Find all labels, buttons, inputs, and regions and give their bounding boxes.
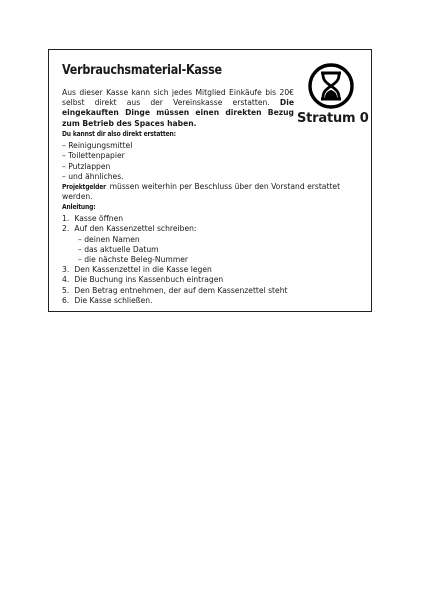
list-item: 2. Auf den Kassenzettel schreiben:: [62, 224, 197, 234]
sub-list-item: – das aktuelle Datum: [78, 244, 159, 254]
project-funds-note: [62, 182, 371, 202]
allowed-heading: Du kannst dir also direkt erstatten:: [62, 129, 176, 138]
list-item: – Toilettenpapier: [62, 151, 125, 161]
intro-text: Aus dieser Kasse kann sich jedes Mitglied Einkäufe bis 20€ selbst direkt aus der Vereinskasse erstatten.: [62, 88, 294, 108]
stratum0-logo: [297, 62, 369, 126]
allowed-section: [62, 129, 201, 182]
list-item: 5. Den Betrag entnehmen, der auf dem Kassenzettel steht: [62, 285, 288, 295]
sub-list-item: – die nächste Beleg-Nummer: [78, 255, 189, 265]
sign-title: Verbrauchsmaterial-Kasse: [62, 63, 222, 78]
project-label: Projektgelder: [62, 182, 106, 191]
instructions-list: [62, 214, 288, 306]
list-item: 4. Die Buchung ins Kassenbuch eintragen: [62, 275, 224, 285]
list-item: – Reinigungsmittel: [62, 141, 133, 151]
cash-box-sign: [48, 49, 372, 312]
intro-paragraph: [62, 88, 294, 129]
list-item: – Putzlappen: [62, 161, 111, 171]
list-item: 1. Kasse öffnen: [62, 214, 124, 224]
list-item: 6. Die Kasse schließen.: [62, 295, 153, 305]
instructions-heading: Anleitung:: [62, 202, 96, 211]
intro-bold-text: Die eingekauften Dinge müssen einen direkten Bezug zum Betrieb des Spaces haben.: [62, 98, 294, 128]
list-item: – und ähnliches.: [62, 171, 124, 181]
allowed-list: [62, 141, 201, 182]
list-item: 3. Den Kassenzettel in die Kasse legen: [62, 265, 212, 275]
sub-list-item: – deinen Namen: [78, 234, 140, 244]
hourglass-logo-icon: [307, 62, 355, 110]
project-text: müssen weiterhin per Beschluss über den Vorstand erstattet werden.: [62, 182, 341, 202]
logo-text: Stratum 0: [297, 111, 369, 126]
instructions-section: [62, 202, 288, 306]
